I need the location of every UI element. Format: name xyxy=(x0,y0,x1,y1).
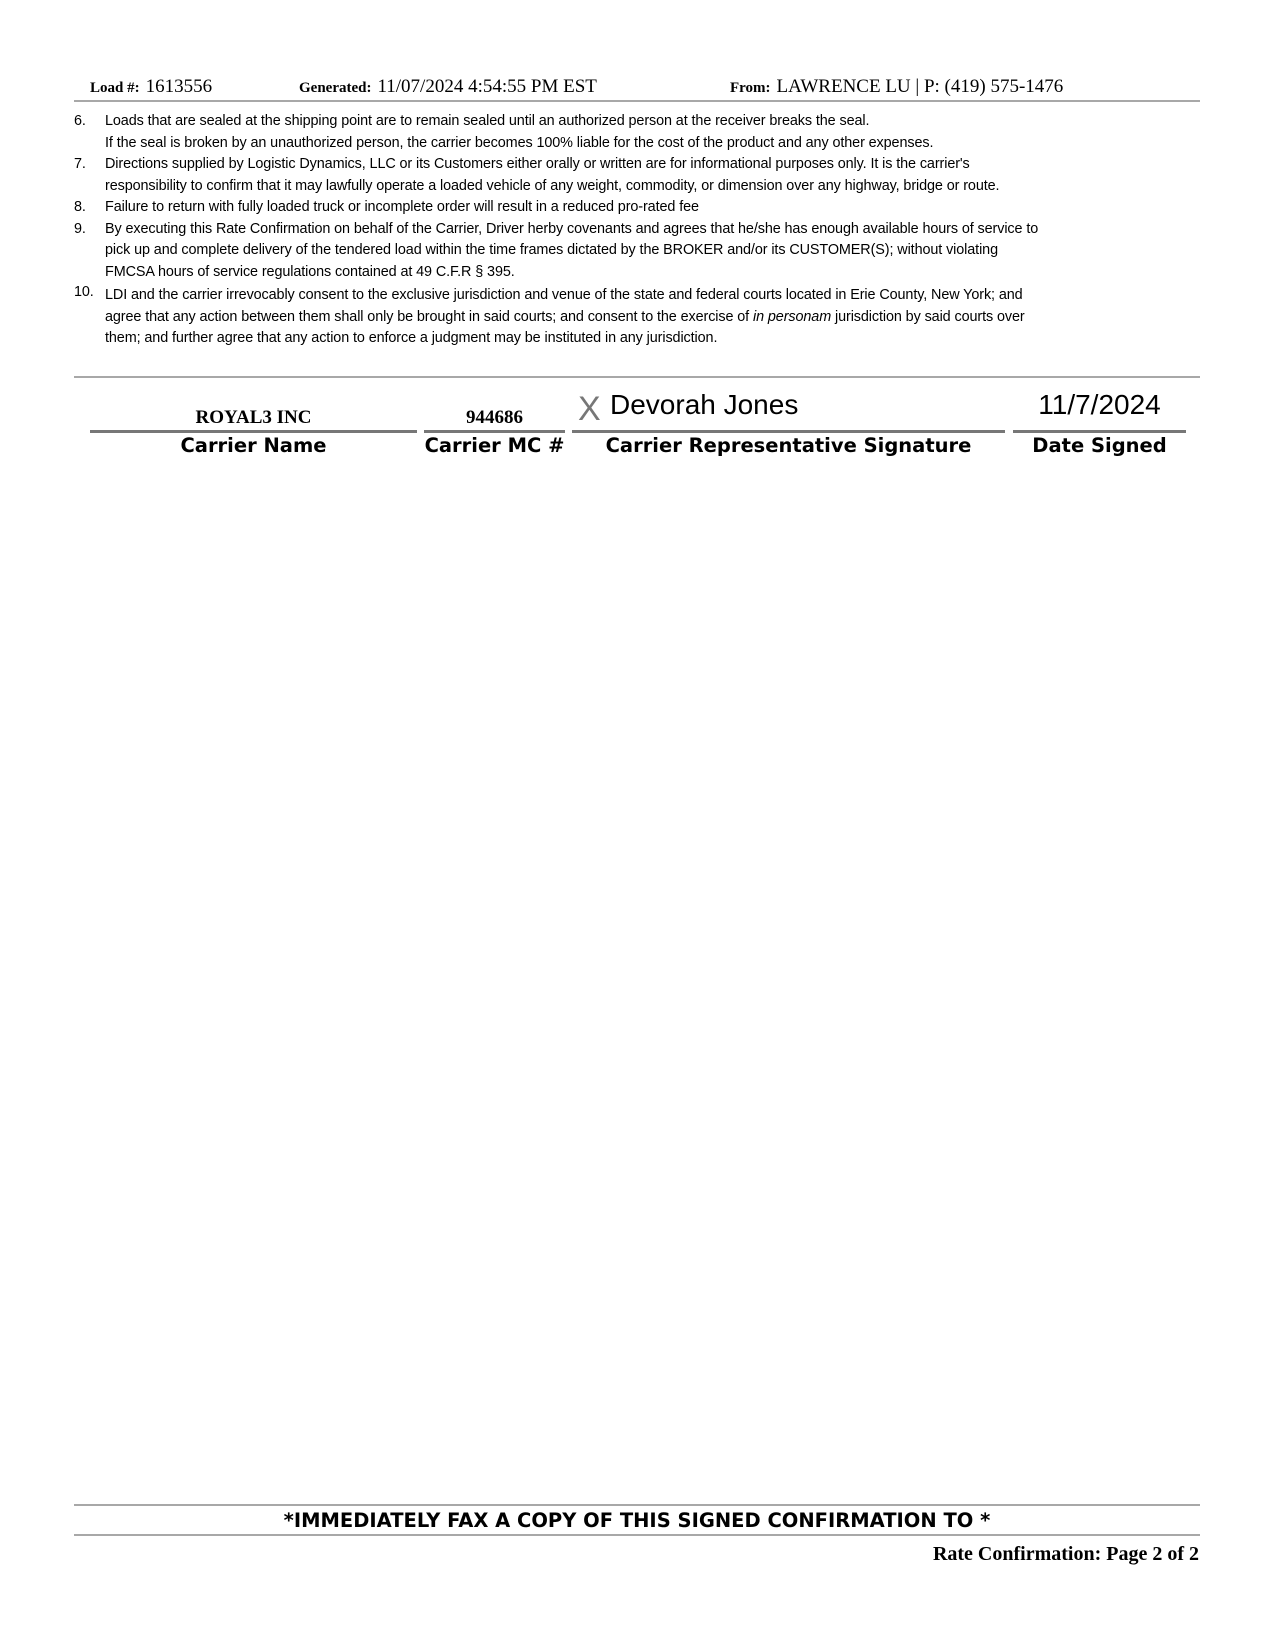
term-text: Loads that are sealed at the shipping point are to remain sealed until an authorized person at the receiver breaks the seal. xyxy=(105,113,870,129)
load-number xyxy=(90,76,212,98)
fax-notice: *IMMEDIATELY FAX A COPY OF THIS SIGNED CONFIRMATION TO * xyxy=(283,1509,991,1532)
from-label: From: xyxy=(730,80,771,96)
signature-x-mark: X xyxy=(578,390,601,428)
term-item xyxy=(74,154,1204,197)
date-signed-value: 11/7/2024 xyxy=(1038,389,1161,420)
term-item xyxy=(74,285,1204,350)
term-text: responsibility to confirm that it may lawfully operate a loaded vehicle of any weight, commodity, or dimension over any highway, bridge or route. xyxy=(105,177,1000,194)
term-text: FMCSA hours of service regulations contained at 49 C.F.R § 395. xyxy=(105,263,515,280)
carrier-name-line xyxy=(90,430,417,433)
terms-list xyxy=(74,111,1204,350)
date-signed-label: Date Signed xyxy=(1032,434,1167,457)
term-text: them; and further agree that any action to enforce a judgment may be instituted in any jurisdiction. xyxy=(105,330,718,346)
term-item xyxy=(74,219,1204,284)
from-value: LAWRENCE LU | P: (419) 575-1476 xyxy=(776,76,1064,97)
signature-label: Carrier Representative Signature xyxy=(605,434,972,457)
term-number: 9. xyxy=(74,220,86,237)
load-number-label: Load #: xyxy=(90,80,140,96)
term-text: Failure to return with fully loaded truck or incomplete order will result in a reduced pro-rated fee xyxy=(105,199,699,215)
from-contact xyxy=(730,76,1063,98)
term-text: pick up and complete delivery of the tendered load within the time frames dictated by the BROKER and/or its CUSTOMER(S); without violating xyxy=(105,242,998,258)
term-text: If the seal is broken by an unauthorized person, the carrier becomes 100% liable for the cost of the product and any other expenses. xyxy=(105,134,934,151)
header-divider xyxy=(74,100,1200,102)
date-signed-line[interactable] xyxy=(1013,430,1186,433)
load-number-value: 1613556 xyxy=(145,76,213,97)
carrier-name-value: ROYAL3 INC xyxy=(195,407,312,428)
signature-divider xyxy=(74,376,1200,378)
term-number: 10. xyxy=(74,284,94,300)
term-item xyxy=(74,197,1204,219)
document-header xyxy=(90,76,1200,100)
term-text-part: jurisdiction by said courts over xyxy=(835,308,1025,325)
carrier-mc-line xyxy=(424,430,565,433)
generated-value: 11/07/2024 4:54:55 PM EST xyxy=(377,76,597,97)
term-text-italic: in personam xyxy=(753,308,832,325)
carrier-name-label: Carrier Name xyxy=(180,434,327,457)
signature-value: Devorah Jones xyxy=(610,389,799,420)
term-text xyxy=(105,307,1204,329)
generated-timestamp xyxy=(299,76,597,98)
footer-top-divider xyxy=(74,1504,1200,1506)
footer-bottom-divider xyxy=(74,1534,1200,1536)
term-number: 8. xyxy=(74,199,86,215)
term-number: 6. xyxy=(74,113,86,129)
carrier-mc-label: Carrier MC # xyxy=(424,434,565,457)
signature-line[interactable] xyxy=(572,430,1005,433)
term-text: Directions supplied by Logistic Dynamics, LLC or its Customers either orally or written are for informational purposes only. It is the carrier's xyxy=(105,156,970,172)
carrier-mc-value: 944686 xyxy=(466,407,523,428)
page-number: Rate Confirmation: Page 2 of 2 xyxy=(932,1543,1199,1565)
generated-label: Generated: xyxy=(299,80,372,96)
term-number: 7. xyxy=(74,156,86,172)
term-text: By executing this Rate Confirmation on behalf of the Carrier, Driver herby covenants and agrees that he/she has enough available hours of service to xyxy=(105,220,1039,237)
term-item xyxy=(74,111,1204,154)
term-text-part: agree that any action between them shall only be brought in said courts; and consent to the exercise of xyxy=(105,308,750,325)
term-text: LDI and the carrier irrevocably consent to the exclusive jurisdiction and venue of the state and federal courts located in Erie County, New York; and xyxy=(105,287,1023,303)
